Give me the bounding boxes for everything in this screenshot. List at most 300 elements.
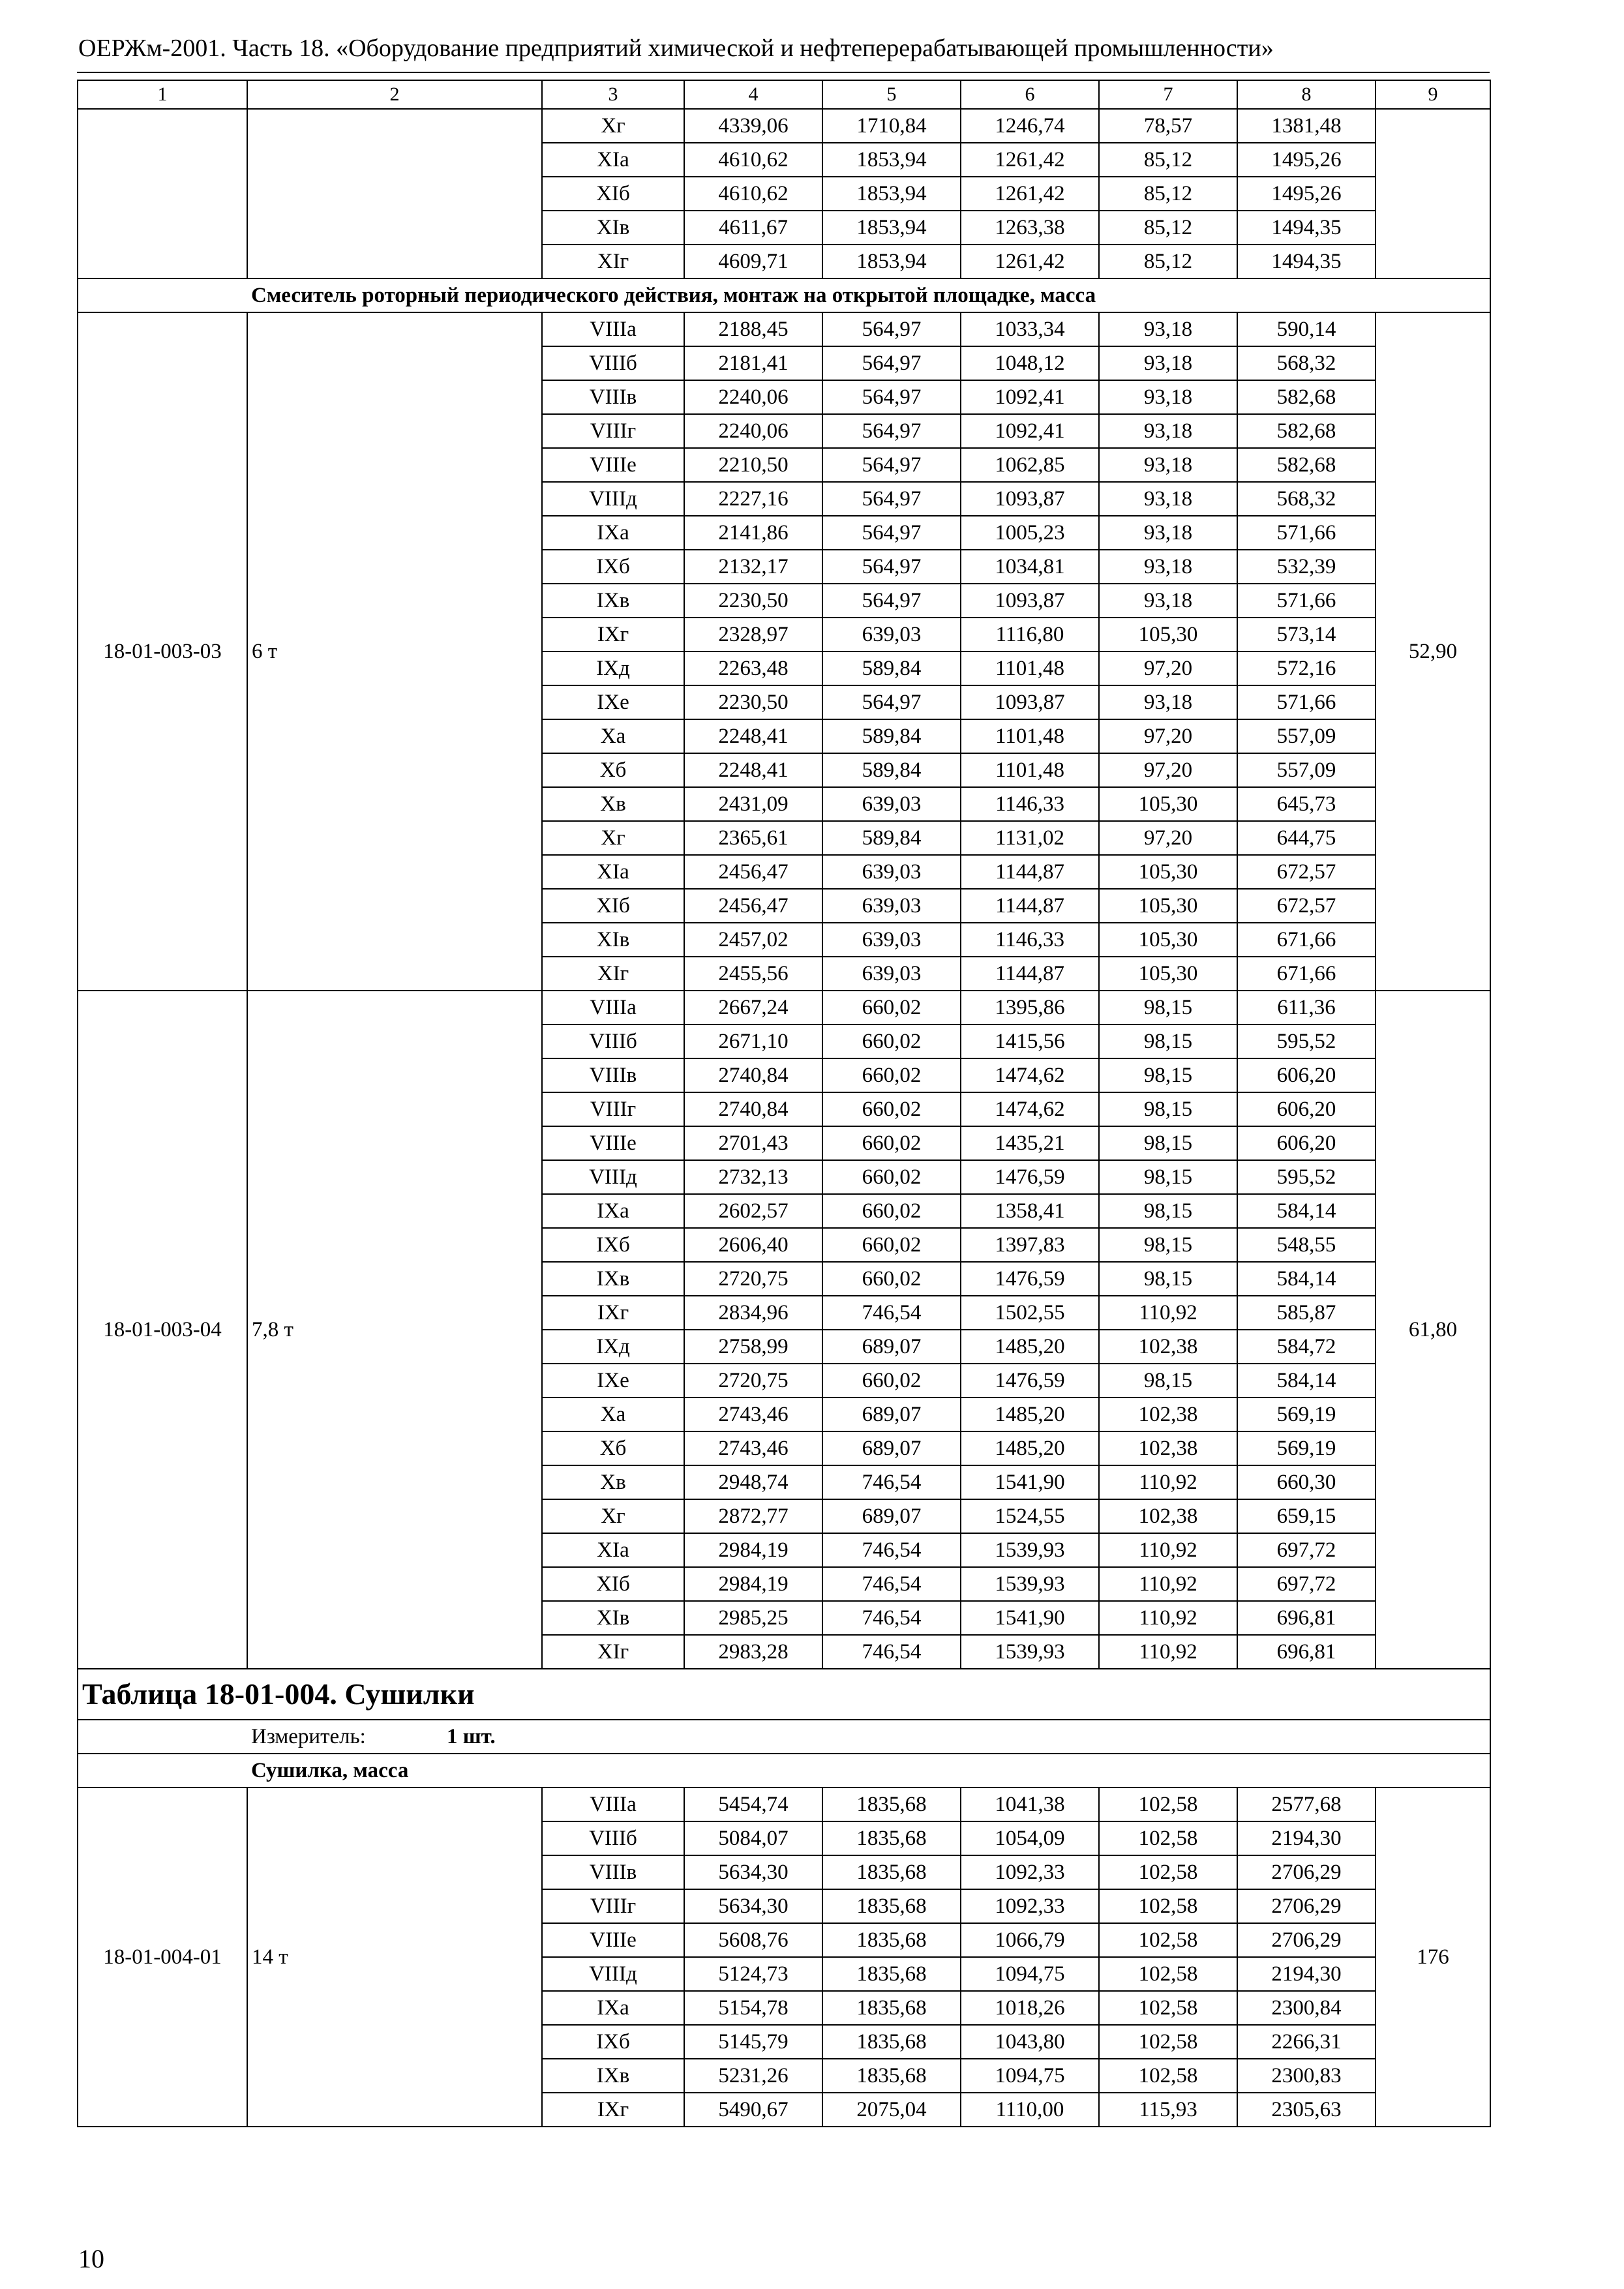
value-cell-c6: 1048,12 — [961, 346, 1099, 380]
value-cell-c8: 2706,29 — [1237, 1923, 1376, 1957]
value-cell-c8: 659,15 — [1237, 1499, 1376, 1533]
value-cell-c7: 98,15 — [1099, 1092, 1237, 1126]
value-cell-c4: 2948,74 — [684, 1465, 822, 1499]
value-cell-c7: 98,15 — [1099, 1262, 1237, 1296]
norm-cell — [1376, 109, 1490, 278]
value-cell-c6: 1092,33 — [961, 1855, 1099, 1889]
value-cell-c7: 97,20 — [1099, 821, 1237, 855]
value-cell-c4: 2758,99 — [684, 1330, 822, 1364]
value-cell-c6: 1144,87 — [961, 889, 1099, 923]
value-cell-c4: 2457,02 — [684, 923, 822, 957]
zone-cell: XIб — [542, 177, 684, 211]
value-cell-c5: 660,02 — [822, 1058, 961, 1092]
zone-cell: VIIIв — [542, 1058, 684, 1092]
value-cell-c7: 85,12 — [1099, 211, 1237, 245]
norm-cell: 52,90 — [1376, 312, 1490, 991]
mass-cell — [247, 109, 542, 278]
value-cell-c5: 1835,68 — [822, 2059, 961, 2093]
value-cell-c4: 2132,17 — [684, 550, 822, 584]
value-cell-c4: 5084,07 — [684, 1821, 822, 1855]
value-cell-c5: 689,07 — [822, 1431, 961, 1465]
running-header: ОЕРЖм-2001. Часть 18. «Оборудование предприятий химической и нефтеперерабатывающей промышленности» — [78, 35, 1274, 62]
value-cell-c8: 585,87 — [1237, 1296, 1376, 1330]
table-title: Таблица 18-01-004. Сушилки — [78, 1669, 1490, 1720]
value-cell-c4: 2701,43 — [684, 1126, 822, 1160]
value-cell-c8: 1494,35 — [1237, 211, 1376, 245]
zone-cell: XIг — [542, 957, 684, 991]
value-cell-c6: 1146,33 — [961, 923, 1099, 957]
zone-cell: VIIIв — [542, 380, 684, 414]
value-cell-c5: 660,02 — [822, 1160, 961, 1194]
value-cell-c8: 582,68 — [1237, 448, 1376, 482]
zone-cell: VIIIг — [542, 414, 684, 448]
value-cell-c5: 2075,04 — [822, 2093, 961, 2127]
zone-cell: XIв — [542, 211, 684, 245]
value-cell-c7: 93,18 — [1099, 448, 1237, 482]
column-number: 9 — [1376, 80, 1490, 109]
value-cell-c5: 1853,94 — [822, 245, 961, 278]
zone-cell: XIа — [542, 1533, 684, 1567]
value-cell-c5: 564,97 — [822, 584, 961, 618]
zone-cell: IXд — [542, 651, 684, 685]
value-cell-c4: 5634,30 — [684, 1889, 822, 1923]
value-cell-c7: 98,15 — [1099, 1194, 1237, 1228]
zone-cell: IXа — [542, 516, 684, 550]
zone-cell: Xб — [542, 1431, 684, 1465]
value-cell-c8: 671,66 — [1237, 957, 1376, 991]
value-cell-c5: 564,97 — [822, 346, 961, 380]
value-cell-c6: 1541,90 — [961, 1465, 1099, 1499]
value-cell-c6: 1054,09 — [961, 1821, 1099, 1855]
value-cell-c8: 1494,35 — [1237, 245, 1376, 278]
value-cell-c7: 110,92 — [1099, 1635, 1237, 1669]
value-cell-c6: 1485,20 — [961, 1431, 1099, 1465]
value-cell-c5: 589,84 — [822, 753, 961, 787]
value-cell-c5: 639,03 — [822, 787, 961, 821]
value-cell-c6: 1261,42 — [961, 177, 1099, 211]
value-cell-c6: 1094,75 — [961, 2059, 1099, 2093]
value-cell-c7: 105,30 — [1099, 787, 1237, 821]
zone-cell: VIIIб — [542, 1025, 684, 1058]
column-number: 2 — [247, 80, 542, 109]
value-cell-c5: 589,84 — [822, 821, 961, 855]
value-cell-c7: 98,15 — [1099, 1364, 1237, 1398]
value-cell-c8: 644,75 — [1237, 821, 1376, 855]
value-cell-c7: 93,18 — [1099, 685, 1237, 719]
value-cell-c7: 98,15 — [1099, 991, 1237, 1025]
zone-cell: VIIIе — [542, 1923, 684, 1957]
value-cell-c4: 4610,62 — [684, 143, 822, 177]
value-cell-c7: 102,38 — [1099, 1499, 1237, 1533]
value-cell-c6: 1485,20 — [961, 1330, 1099, 1364]
value-cell-c4: 2872,77 — [684, 1499, 822, 1533]
value-cell-c7: 93,18 — [1099, 380, 1237, 414]
value-cell-c6: 1261,42 — [961, 143, 1099, 177]
value-cell-c5: 689,07 — [822, 1330, 961, 1364]
section-spacer — [78, 1754, 247, 1788]
zone-cell: IXг — [542, 2093, 684, 2127]
header-rule — [77, 72, 1490, 73]
value-cell-c6: 1476,59 — [961, 1364, 1099, 1398]
zone-cell: VIIIд — [542, 482, 684, 516]
value-cell-c4: 5454,74 — [684, 1788, 822, 1821]
zone-cell: XIа — [542, 855, 684, 889]
section-title: Сушилка, масса — [247, 1754, 1490, 1788]
value-cell-c7: 85,12 — [1099, 177, 1237, 211]
value-cell-c6: 1034,81 — [961, 550, 1099, 584]
value-cell-c8: 645,73 — [1237, 787, 1376, 821]
value-cell-c5: 1853,94 — [822, 143, 961, 177]
zone-cell: VIIIд — [542, 1160, 684, 1194]
value-cell-c7: 102,58 — [1099, 1788, 1237, 1821]
value-cell-c7: 93,18 — [1099, 312, 1237, 346]
value-cell-c5: 564,97 — [822, 685, 961, 719]
value-cell-c5: 564,97 — [822, 312, 961, 346]
value-cell-c8: 557,09 — [1237, 753, 1376, 787]
zone-cell: XIв — [542, 1601, 684, 1635]
value-cell-c8: 2194,30 — [1237, 1957, 1376, 1991]
value-cell-c8: 611,36 — [1237, 991, 1376, 1025]
value-cell-c6: 1062,85 — [961, 448, 1099, 482]
value-cell-c7: 102,58 — [1099, 2059, 1237, 2093]
value-cell-c4: 2248,41 — [684, 719, 822, 753]
zone-cell: IXб — [542, 2025, 684, 2059]
value-cell-c8: 606,20 — [1237, 1058, 1376, 1092]
value-cell-c5: 1835,68 — [822, 1889, 961, 1923]
value-cell-c8: 606,20 — [1237, 1126, 1376, 1160]
value-cell-c6: 1358,41 — [961, 1194, 1099, 1228]
value-cell-c6: 1541,90 — [961, 1601, 1099, 1635]
zone-cell: IXб — [542, 1228, 684, 1262]
zone-cell: Xв — [542, 787, 684, 821]
value-cell-c4: 2667,24 — [684, 991, 822, 1025]
value-cell-c8: 672,57 — [1237, 889, 1376, 923]
value-cell-c6: 1101,48 — [961, 753, 1099, 787]
zone-cell: IXв — [542, 1262, 684, 1296]
value-cell-c4: 2455,56 — [684, 957, 822, 991]
column-number: 4 — [684, 80, 822, 109]
value-cell-c5: 639,03 — [822, 618, 961, 651]
value-cell-c4: 2743,46 — [684, 1398, 822, 1431]
value-cell-c6: 1043,80 — [961, 2025, 1099, 2059]
value-cell-c8: 2706,29 — [1237, 1889, 1376, 1923]
value-cell-c7: 110,92 — [1099, 1567, 1237, 1601]
value-cell-c6: 1092,41 — [961, 414, 1099, 448]
value-cell-c4: 2606,40 — [684, 1228, 822, 1262]
value-cell-c5: 589,84 — [822, 651, 961, 685]
value-cell-c4: 2263,48 — [684, 651, 822, 685]
value-cell-c6: 1415,56 — [961, 1025, 1099, 1058]
value-cell-c6: 1116,80 — [961, 618, 1099, 651]
value-cell-c7: 93,18 — [1099, 550, 1237, 584]
zone-cell: XIа — [542, 143, 684, 177]
zone-cell: Xа — [542, 1398, 684, 1431]
zone-cell: VIIIа — [542, 312, 684, 346]
value-cell-c5: 564,97 — [822, 414, 961, 448]
value-cell-c6: 1094,75 — [961, 1957, 1099, 1991]
value-cell-c5: 1835,68 — [822, 1788, 961, 1821]
value-cell-c7: 110,92 — [1099, 1465, 1237, 1499]
zone-cell: VIIIа — [542, 991, 684, 1025]
value-cell-c4: 5154,78 — [684, 1991, 822, 2025]
value-cell-c4: 2984,19 — [684, 1533, 822, 1567]
value-cell-c4: 4611,67 — [684, 211, 822, 245]
value-cell-c5: 660,02 — [822, 1262, 961, 1296]
column-number: 3 — [542, 80, 684, 109]
value-cell-c8: 584,14 — [1237, 1364, 1376, 1398]
value-cell-c6: 1101,48 — [961, 651, 1099, 685]
value-cell-c7: 98,15 — [1099, 1160, 1237, 1194]
section-row — [78, 278, 1490, 312]
value-cell-c5: 1835,68 — [822, 1855, 961, 1889]
value-cell-c7: 105,30 — [1099, 957, 1237, 991]
value-cell-c6: 1144,87 — [961, 855, 1099, 889]
value-cell-c4: 2230,50 — [684, 685, 822, 719]
value-cell-c4: 2230,50 — [684, 584, 822, 618]
value-cell-c8: 2300,84 — [1237, 1991, 1376, 2025]
zone-cell: Xг — [542, 821, 684, 855]
value-cell-c7: 110,92 — [1099, 1296, 1237, 1330]
value-cell-c4: 2671,10 — [684, 1025, 822, 1058]
value-cell-c4: 2720,75 — [684, 1364, 822, 1398]
value-cell-c6: 1263,38 — [961, 211, 1099, 245]
value-cell-c8: 569,19 — [1237, 1398, 1376, 1431]
value-cell-c8: 606,20 — [1237, 1092, 1376, 1126]
value-cell-c8: 548,55 — [1237, 1228, 1376, 1262]
table-row — [78, 991, 1490, 1025]
value-cell-c5: 1835,68 — [822, 1923, 961, 1957]
value-cell-c5: 689,07 — [822, 1499, 961, 1533]
value-cell-c4: 2365,61 — [684, 821, 822, 855]
value-cell-c6: 1146,33 — [961, 787, 1099, 821]
zone-cell: VIIIб — [542, 346, 684, 380]
value-cell-c7: 93,18 — [1099, 482, 1237, 516]
value-cell-c4: 2328,97 — [684, 618, 822, 651]
zone-cell: VIIIв — [542, 1855, 684, 1889]
value-cell-c4: 2210,50 — [684, 448, 822, 482]
value-cell-c7: 105,30 — [1099, 855, 1237, 889]
value-cell-c4: 5231,26 — [684, 2059, 822, 2093]
value-cell-c8: 572,16 — [1237, 651, 1376, 685]
value-cell-c4: 2248,41 — [684, 753, 822, 787]
value-cell-c6: 1474,62 — [961, 1092, 1099, 1126]
value-cell-c5: 1710,84 — [822, 109, 961, 143]
value-cell-c6: 1066,79 — [961, 1923, 1099, 1957]
value-cell-c7: 93,18 — [1099, 414, 1237, 448]
value-cell-c5: 746,54 — [822, 1567, 961, 1601]
value-cell-c4: 2740,84 — [684, 1058, 822, 1092]
value-cell-c7: 110,92 — [1099, 1601, 1237, 1635]
section-title: Смеситель роторный периодического действия, монтаж на открытой площадке, масса — [247, 278, 1490, 312]
value-cell-c4: 5608,76 — [684, 1923, 822, 1957]
value-cell-c7: 102,58 — [1099, 1923, 1237, 1957]
zone-cell: IXе — [542, 1364, 684, 1398]
value-cell-c8: 697,72 — [1237, 1567, 1376, 1601]
value-cell-c8: 2300,83 — [1237, 2059, 1376, 2093]
value-cell-c6: 1524,55 — [961, 1499, 1099, 1533]
value-cell-c8: 582,68 — [1237, 414, 1376, 448]
value-cell-c7: 97,20 — [1099, 719, 1237, 753]
mass-cell: 6 т — [247, 312, 542, 991]
zone-cell: XIб — [542, 1567, 684, 1601]
value-cell-c7: 98,15 — [1099, 1126, 1237, 1160]
zone-cell: XIг — [542, 245, 684, 278]
value-cell-c7: 93,18 — [1099, 346, 1237, 380]
column-number-row — [78, 80, 1490, 109]
value-cell-c5: 689,07 — [822, 1398, 961, 1431]
value-cell-c4: 2743,46 — [684, 1431, 822, 1465]
zone-cell: IXв — [542, 2059, 684, 2093]
value-cell-c5: 1853,94 — [822, 211, 961, 245]
value-cell-c6: 1435,21 — [961, 1126, 1099, 1160]
value-cell-c4: 2227,16 — [684, 482, 822, 516]
value-cell-c7: 102,58 — [1099, 2025, 1237, 2059]
value-cell-c7: 98,15 — [1099, 1058, 1237, 1092]
value-cell-c5: 660,02 — [822, 1364, 961, 1398]
value-cell-c7: 102,58 — [1099, 1855, 1237, 1889]
value-cell-c6: 1246,74 — [961, 109, 1099, 143]
column-number: 1 — [78, 80, 247, 109]
value-cell-c5: 746,54 — [822, 1533, 961, 1567]
value-cell-c6: 1485,20 — [961, 1398, 1099, 1431]
value-cell-c7: 85,12 — [1099, 143, 1237, 177]
zone-cell: Xв — [542, 1465, 684, 1499]
value-cell-c8: 568,32 — [1237, 482, 1376, 516]
value-cell-c4: 4609,71 — [684, 245, 822, 278]
value-cell-c5: 564,97 — [822, 550, 961, 584]
section-spacer — [78, 278, 247, 312]
value-cell-c6: 1144,87 — [961, 957, 1099, 991]
value-cell-c6: 1476,59 — [961, 1262, 1099, 1296]
value-cell-c5: 746,54 — [822, 1635, 961, 1669]
meter-label: Измеритель: — [251, 1725, 366, 1748]
value-cell-c4: 2240,06 — [684, 380, 822, 414]
value-cell-c7: 93,18 — [1099, 584, 1237, 618]
zone-cell: VIIIд — [542, 1957, 684, 1991]
value-cell-c5: 1853,94 — [822, 177, 961, 211]
value-cell-c4: 2740,84 — [684, 1092, 822, 1126]
value-cell-c8: 568,32 — [1237, 346, 1376, 380]
meter-spacer — [78, 1720, 247, 1754]
value-cell-c7: 85,12 — [1099, 245, 1237, 278]
zone-cell: IXа — [542, 1991, 684, 2025]
value-cell-c4: 2456,47 — [684, 889, 822, 923]
section-row — [78, 1754, 1490, 1788]
value-cell-c7: 102,58 — [1099, 1957, 1237, 1991]
value-cell-c8: 590,14 — [1237, 312, 1376, 346]
value-cell-c5: 746,54 — [822, 1601, 961, 1635]
value-cell-c6: 1092,33 — [961, 1889, 1099, 1923]
value-cell-c4: 5634,30 — [684, 1855, 822, 1889]
value-cell-c6: 1261,42 — [961, 245, 1099, 278]
value-cell-c5: 639,03 — [822, 957, 961, 991]
zone-cell: IXа — [542, 1194, 684, 1228]
value-cell-c7: 102,38 — [1099, 1431, 1237, 1465]
value-cell-c8: 1495,26 — [1237, 143, 1376, 177]
value-cell-c7: 102,38 — [1099, 1330, 1237, 1364]
value-cell-c6: 1093,87 — [961, 685, 1099, 719]
value-cell-c8: 571,66 — [1237, 516, 1376, 550]
value-cell-c6: 1502,55 — [961, 1296, 1099, 1330]
value-cell-c5: 564,97 — [822, 482, 961, 516]
column-number: 5 — [822, 80, 961, 109]
value-cell-c6: 1092,41 — [961, 380, 1099, 414]
value-cell-c8: 696,81 — [1237, 1601, 1376, 1635]
value-cell-c8: 2194,30 — [1237, 1821, 1376, 1855]
value-cell-c4: 2240,06 — [684, 414, 822, 448]
value-cell-c4: 2602,57 — [684, 1194, 822, 1228]
value-cell-c5: 660,02 — [822, 1228, 961, 1262]
value-cell-c7: 98,15 — [1099, 1228, 1237, 1262]
value-cell-c4: 5124,73 — [684, 1957, 822, 1991]
value-cell-c5: 639,03 — [822, 855, 961, 889]
value-cell-c4: 2985,25 — [684, 1601, 822, 1635]
value-cell-c5: 660,02 — [822, 1092, 961, 1126]
value-cell-c6: 1397,83 — [961, 1228, 1099, 1262]
value-cell-c8: 573,14 — [1237, 618, 1376, 651]
value-cell-c7: 78,57 — [1099, 109, 1237, 143]
value-cell-c8: 697,72 — [1237, 1533, 1376, 1567]
value-cell-c8: 584,14 — [1237, 1262, 1376, 1296]
column-number: 8 — [1237, 80, 1376, 109]
value-cell-c6: 1110,00 — [961, 2093, 1099, 2127]
value-cell-c5: 564,97 — [822, 516, 961, 550]
value-cell-c5: 639,03 — [822, 889, 961, 923]
zone-cell: Xг — [542, 1499, 684, 1533]
norm-cell: 61,80 — [1376, 991, 1490, 1669]
value-cell-c5: 589,84 — [822, 719, 961, 753]
zone-cell: IXг — [542, 1296, 684, 1330]
value-cell-c6: 1395,86 — [961, 991, 1099, 1025]
table-title-row — [78, 1669, 1490, 1720]
value-cell-c4: 4610,62 — [684, 177, 822, 211]
value-cell-c8: 696,81 — [1237, 1635, 1376, 1669]
zone-cell: IXг — [542, 618, 684, 651]
zone-cell: VIIIе — [542, 448, 684, 482]
value-cell-c6: 1005,23 — [961, 516, 1099, 550]
value-cell-c7: 102,58 — [1099, 1821, 1237, 1855]
zone-cell: VIIIе — [542, 1126, 684, 1160]
code-cell: 18-01-004-01 — [78, 1788, 247, 2127]
value-cell-c5: 1835,68 — [822, 1957, 961, 1991]
value-cell-c8: 571,66 — [1237, 685, 1376, 719]
value-cell-c4: 5145,79 — [684, 2025, 822, 2059]
value-cell-c5: 639,03 — [822, 923, 961, 957]
value-cell-c8: 569,19 — [1237, 1431, 1376, 1465]
value-cell-c7: 102,58 — [1099, 1889, 1237, 1923]
value-cell-c5: 746,54 — [822, 1465, 961, 1499]
value-cell-c7: 110,92 — [1099, 1533, 1237, 1567]
value-cell-c4: 2834,96 — [684, 1296, 822, 1330]
value-cell-c6: 1539,93 — [961, 1567, 1099, 1601]
value-cell-c7: 105,30 — [1099, 889, 1237, 923]
value-cell-c6: 1018,26 — [961, 1991, 1099, 2025]
zone-cell: IXб — [542, 550, 684, 584]
value-cell-c4: 2456,47 — [684, 855, 822, 889]
value-cell-c8: 557,09 — [1237, 719, 1376, 753]
value-cell-c6: 1041,38 — [961, 1788, 1099, 1821]
value-cell-c6: 1101,48 — [961, 719, 1099, 753]
value-cell-c5: 660,02 — [822, 991, 961, 1025]
value-cell-c4: 2181,41 — [684, 346, 822, 380]
table-row — [78, 312, 1490, 346]
value-cell-c8: 671,66 — [1237, 923, 1376, 957]
zone-cell: XIб — [542, 889, 684, 923]
zone-cell: VIIIг — [542, 1092, 684, 1126]
value-cell-c6: 1093,87 — [961, 482, 1099, 516]
value-cell-c8: 584,72 — [1237, 1330, 1376, 1364]
zone-cell: IXе — [542, 685, 684, 719]
